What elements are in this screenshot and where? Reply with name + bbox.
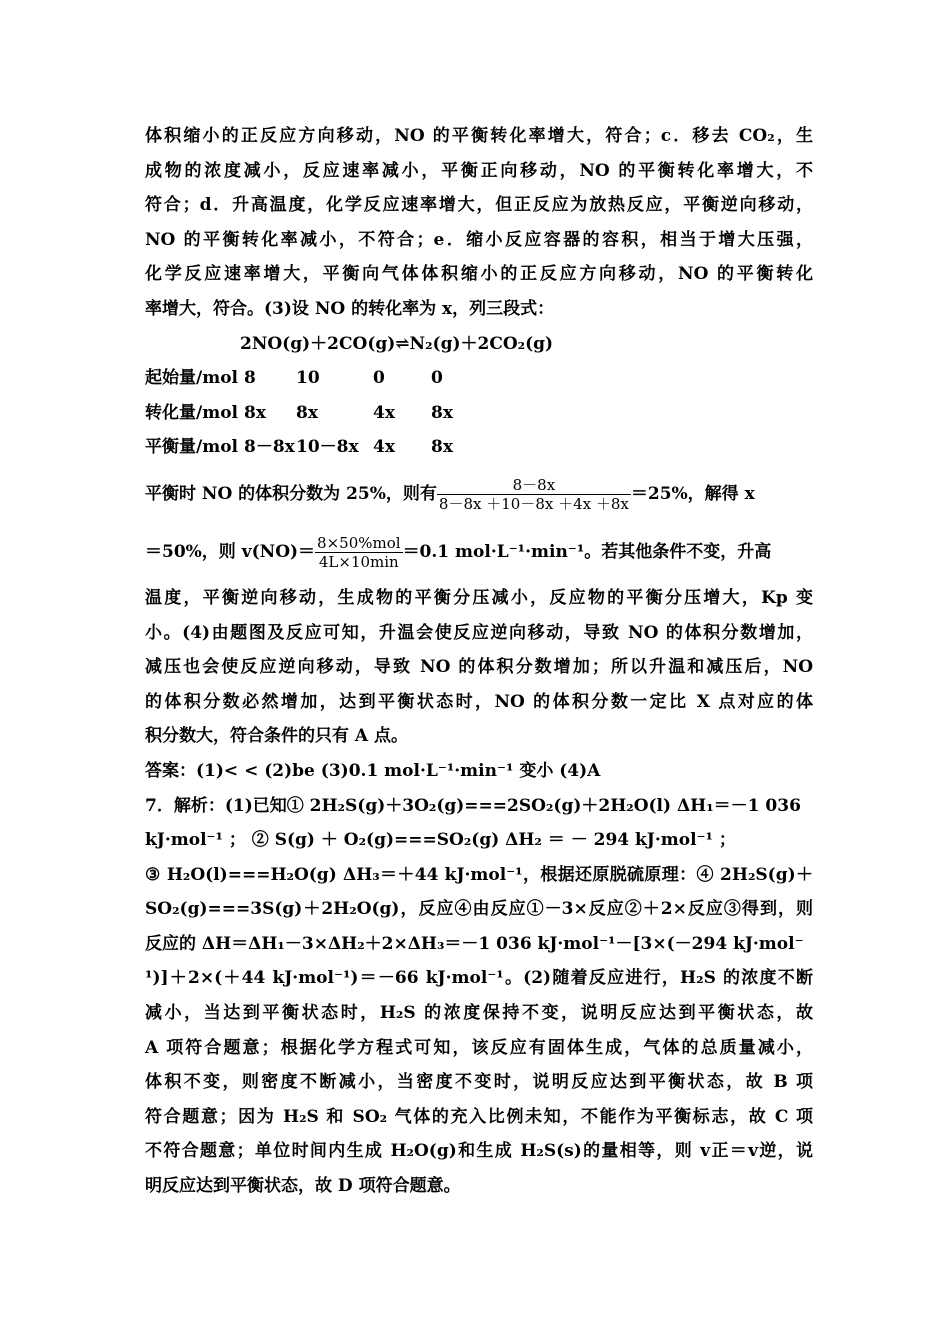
fraction-pre: ＝50%，则 v(NO)＝ [145,541,316,562]
numerator: 8－8x [512,475,556,494]
text-line: ¹)]＋2×(＋44 kJ·mol⁻¹)＝－66 kJ·mol⁻¹。(2)随着反应进行，H₂S 的浓度不断 [145,968,813,989]
fraction-post: ＝0.1 mol·L⁻¹·min⁻¹。若其他条件不变，升高 [402,541,772,562]
fraction [437,476,631,513]
table-row [145,430,813,465]
denominator: 8－8x ＋10－8x ＋4x ＋8x [438,494,629,513]
text-line: kJ·mol⁻¹ ； ② S(g) ＋ O₂(g)===SO₂(g) ΔH₂ ＝ － 294 kJ·mol⁻¹ ； [145,830,736,851]
text-line: SO₂(g)===3S(g)＋2H₂O(g)，反应④由反应①－3×反应②＋2×反应③得到，则 [145,899,813,920]
fraction-pre: 平衡时 NO 的体积分数为 25%，则有 [145,483,437,504]
text-line: 符合；d．升高温度，化学反应速率增大，但正反应为放热反应，平衡逆向移动， [145,195,813,216]
row-label: 平衡量/mol [145,437,238,458]
text-line: 减小，当达到平衡状态时，H₂S 的浓度保持不变，说明反应达到平衡状态，故 [145,1003,813,1024]
table-row [145,361,813,396]
text-line: A 项符合题意；根据化学方程式可知，该反应有固体生成，气体的总质量减小， [145,1037,813,1058]
fraction-post: ＝25%，解得 x [630,483,755,504]
chemical-equation: 2NO(g)＋2CO(g)⇌N₂(g)＋2CO₂(g) [240,333,554,354]
cell: 8－8x [244,437,295,458]
text-line: 成物的浓度减小，反应速率减小，平衡正向移动，NO 的平衡转化率增大，不 [145,160,813,181]
text-line: 体积不变，则密度不断减小，当密度不变时，说明反应达到平衡状态，故 B 项 [145,1072,813,1093]
text-line: 明反应达到平衡状态，故 D 项符合题意。 [145,1176,461,1197]
text-line: 不符合题意；单位时间内生成 H₂O(g)和生成 H₂S(s)的量相等，则 v正＝v逆，说 [145,1141,813,1162]
text-line: 的体积分数必然增加，达到平衡状态时，NO 的体积分数一定比 X 点对应的体 [145,691,813,712]
text-line: 化学反应速率增大，平衡向气体体积缩小的正反应方向移动，NO 的平衡转化 [145,264,813,285]
text-line: 体积缩小的正反应方向移动，NO 的平衡转化率增大，符合；c．移去 CO₂，生 [145,126,813,146]
answer-line: 答案：(1)< < (2)be (3)0.1 mol·L⁻¹·min⁻¹ 变小 (4)A [145,760,601,781]
cell: 8 [244,368,256,389]
cell: 8x [431,402,453,423]
text-line: 反应的 ΔH＝ΔH₁－3×ΔH₂＋2×ΔH₃＝－1 036 kJ·mol⁻¹－[3×(－294 kJ·mol⁻ [145,933,804,954]
text-line: 符合题意；因为 H₂S 和 SO₂ 气体的充入比例未知，不能作为平衡标志，故 C 项 [145,1106,813,1127]
cell: 8x [296,402,318,423]
text-line: 温度，平衡逆向移动，生成物的平衡分压减小，反应物的平衡分压增大，Kp 变 [145,587,813,608]
cell: 0 [431,368,443,389]
table-row [145,396,813,431]
cell: 8x [431,437,453,458]
text-line: 小。(4)由题图及反应可知，升温会使反应逆向移动，导致 NO 的体积分数增加， [145,622,813,643]
row-label: 起始量/mol [145,368,238,389]
cell: 0 [373,368,385,389]
cell: 4x [373,437,395,458]
denominator: 4L×10min [315,552,403,571]
cell: 4x [373,402,395,423]
cell: 10 [296,368,320,389]
document-page [145,119,813,1204]
cell: 8x [244,402,266,423]
text-line: NO 的平衡转化率减小，不符合；e．缩小反应容器的容积，相当于增大压强， [145,229,813,250]
text-line: 积分数大，符合条件的只有 A 点。 [145,726,409,747]
fraction-line-1 [145,465,813,523]
fraction-line-2 [145,523,813,581]
row-label: 转化量/mol [145,402,238,423]
fraction [315,534,403,571]
text-line: ③ H₂O(l)===H₂O(g) ΔH₃＝＋44 kJ·mol⁻¹，根据还原脱硫原理：④ 2H₂S(g)＋ [145,864,813,885]
text-line: 减压也会使反应逆向移动，导致 NO 的体积分数增加；所以升温和减压后，NO [145,657,813,678]
text-line: 率增大，符合。(3)设 NO 的转化率为 x，列三段式： [145,298,555,319]
cell: 10－8x [296,437,359,458]
text-line: 7．解析：(1)已知① 2H₂S(g)＋3O₂(g)===2SO₂(g)＋2H₂O(l) ΔH₁＝－1 036 [145,795,801,816]
numerator: 8×50%mol [317,533,401,552]
